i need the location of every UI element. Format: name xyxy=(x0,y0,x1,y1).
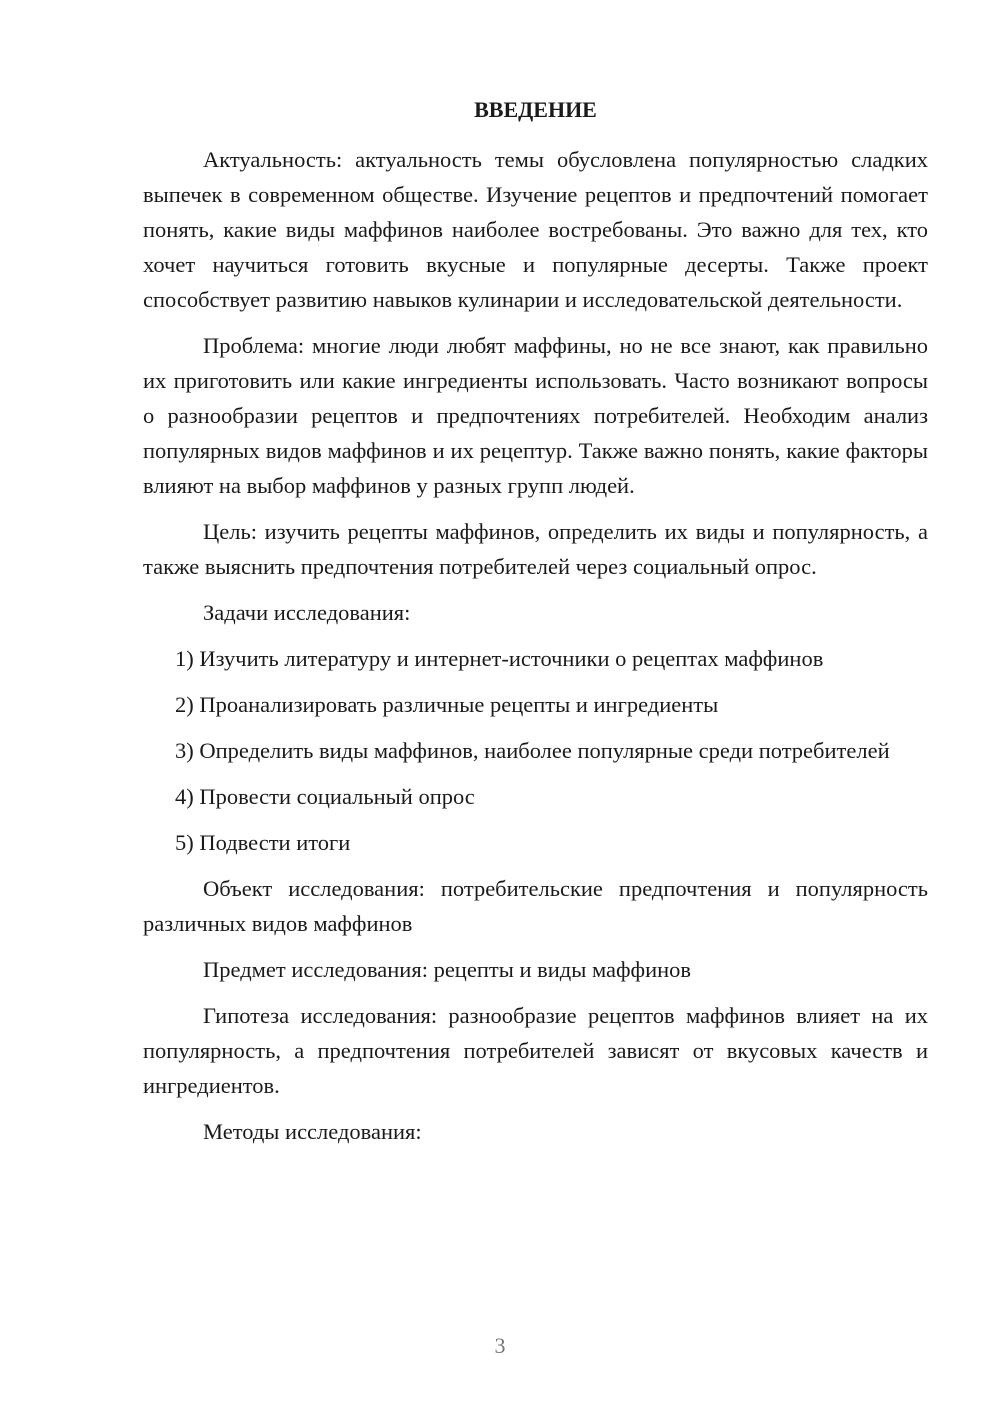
task-item: 2) Проанализировать различные рецепты и ингредиенты xyxy=(175,692,719,717)
paragraph-methods: Методы исследования: xyxy=(203,1119,422,1144)
paragraph-subject: Предмет исследования: рецепты и виды маффинов xyxy=(203,957,692,982)
task-item: 4) Провести социальный опрос xyxy=(175,784,475,809)
document-page xyxy=(143,92,928,1160)
paragraph-relevance: Актуальность: актуальность темы обусловлена популярностью сладких выпечек в современном обществе. Изучение рецептов и предпочтений помогает понять, какие виды маффинов наиболее востребованы. Это важно для тех, кто хочет научиться готовить вкусные и популярные десерты. Также проект способствует развитию навыков кулинарии и исследовательской деятельности. xyxy=(143,147,928,312)
paragraph-tasks-heading: Задачи исследования: xyxy=(203,600,411,625)
task-item: 5) Подвести итоги xyxy=(175,830,351,855)
task-item: 1) Изучить литературу и интернет-источники о рецептах маффинов xyxy=(175,646,824,671)
task-item: 3) Определить виды маффинов, наиболее популярные среди потребителей xyxy=(175,738,890,763)
page-number: 3 xyxy=(494,1333,506,1358)
paragraph-object: Объект исследования: потребительские предпочтения и популярность различных видов маффинов xyxy=(143,876,928,936)
paragraph-problem: Проблема: многие люди любят маффины, но не все знают, как правильно их приготовить или какие ингредиенты использовать. Часто возникают вопросы о разнообразии рецептов и предпочтениях потребителей. Необходим анализ популярных видов маффинов и их рецептур. Также важно понять, какие факторы влияют на выбор маффинов у разных групп людей. xyxy=(143,333,928,498)
paragraph-hypothesis: Гипотеза исследования: разнообразие рецептов маффинов влияет на их популярность, а предпочтения потребителей зависят от вкусовых качеств и ингредиентов. xyxy=(143,1003,928,1098)
section-title: ВВЕДЕНИЕ xyxy=(474,97,597,122)
paragraph-goal: Цель: изучить рецепты маффинов, определить их виды и популярность, а также выяснить предпочтения потребителей через социальный опрос. xyxy=(143,519,928,579)
